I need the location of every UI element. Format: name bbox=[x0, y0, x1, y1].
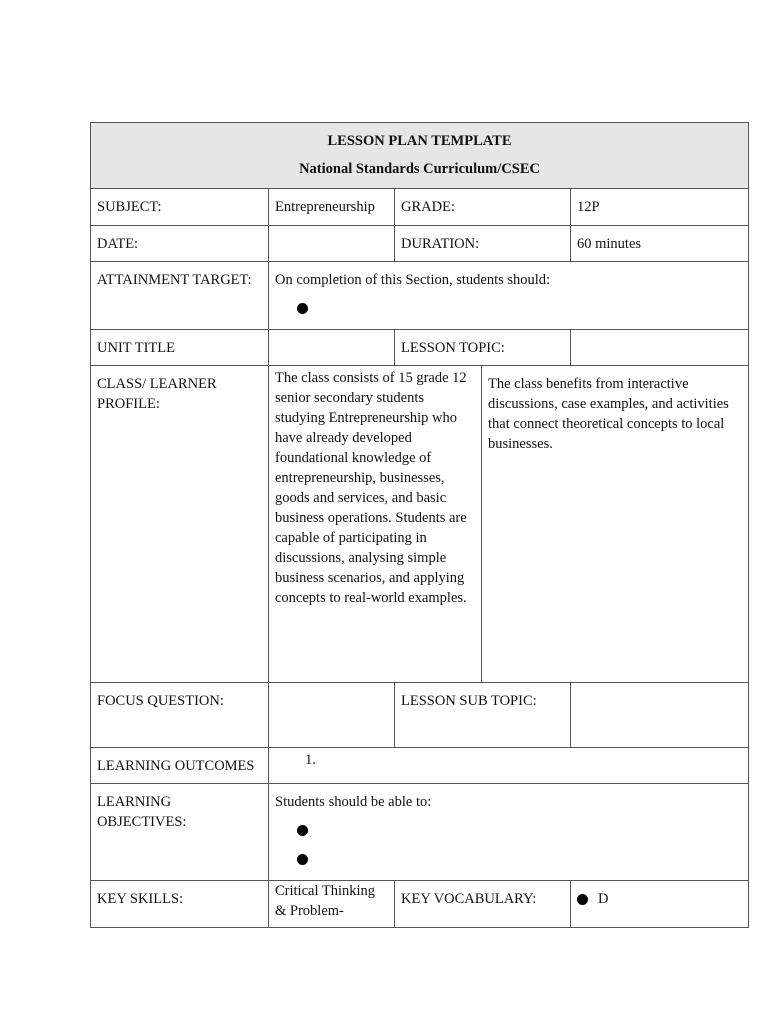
key-skills-value[interactable]: Critical Thinking & Problem- bbox=[269, 881, 395, 928]
unit-title-label: UNIT TITLE bbox=[91, 330, 269, 366]
subject-value[interactable]: Entrepreneurship bbox=[269, 189, 395, 226]
lesson-subtopic-label: LESSON SUB TOPIC: bbox=[395, 683, 571, 748]
document-title: LESSON PLAN TEMPLATE bbox=[327, 133, 512, 149]
bullet-icon bbox=[297, 303, 308, 314]
learning-outcomes-label: LEARNING OUTCOMES bbox=[91, 748, 269, 784]
grade-label: GRADE: bbox=[395, 189, 571, 226]
date-label: DATE: bbox=[91, 226, 269, 262]
grade-value[interactable]: 12P bbox=[571, 189, 749, 226]
subject-label: SUBJECT: bbox=[91, 189, 269, 226]
bullet-icon bbox=[297, 854, 308, 865]
focus-question-label: FOCUS QUESTION: bbox=[91, 683, 269, 748]
objectives-bullets bbox=[275, 816, 742, 874]
attainment-text: On completion of this Section, students should: bbox=[275, 272, 551, 288]
bullet-item bbox=[297, 845, 742, 874]
document-subtitle: National Standards Curriculum/CSEC bbox=[299, 161, 540, 177]
bullet-icon bbox=[577, 894, 588, 905]
duration-value[interactable]: 60 minutes bbox=[571, 226, 749, 262]
focus-question-value[interactable] bbox=[269, 683, 395, 748]
key-skills-label: KEY SKILLS: bbox=[91, 881, 269, 928]
lesson-subtopic-value[interactable] bbox=[571, 683, 749, 748]
attainment-label: ATTAINMENT TARGET: bbox=[91, 262, 269, 330]
objectives-text: Students should be able to: bbox=[275, 794, 432, 810]
lesson-plan-table bbox=[90, 122, 749, 928]
lesson-topic-value[interactable] bbox=[571, 330, 749, 366]
unit-title-value[interactable] bbox=[269, 330, 395, 366]
bullet-item bbox=[297, 294, 742, 323]
key-vocabulary-label: KEY VOCABULARY: bbox=[395, 881, 571, 928]
learning-outcomes-cell[interactable] bbox=[269, 748, 749, 784]
bullet-item bbox=[297, 816, 742, 845]
date-value[interactable] bbox=[269, 226, 395, 262]
learner-profile-label: CLASS/ LEARNER PROFILE: bbox=[91, 366, 269, 683]
learning-objectives-cell[interactable] bbox=[269, 784, 749, 881]
attainment-cell[interactable] bbox=[269, 262, 749, 330]
learner-profile-text-1[interactable]: The class consists of 15 grade 12 senior secondary students studying Entrepreneurship who have already developed foundational knowledge of entrepreneurship, businesses, goods and services, and basic business operations. Students are capable of participating in discussions, analysing simple business scenarios, and applying concepts to real-world examples. bbox=[269, 366, 482, 682]
key-vocabulary-cell[interactable] bbox=[571, 881, 749, 928]
bullet-icon bbox=[297, 825, 308, 836]
learner-profile-text-2[interactable]: The class benefits from interactive discussions, case examples, and activities that connect theoretical concepts to local businesses. bbox=[488, 376, 729, 452]
table-header bbox=[91, 123, 749, 189]
outcome-item-number: 1. bbox=[305, 752, 316, 768]
vocab-item: D bbox=[598, 891, 609, 907]
learner-profile-cell bbox=[269, 366, 749, 683]
attainment-bullets bbox=[275, 294, 742, 323]
lesson-topic-label: LESSON TOPIC: bbox=[395, 330, 571, 366]
duration-label: DURATION: bbox=[395, 226, 571, 262]
learning-objectives-label: LEARNING OBJECTIVES: bbox=[91, 784, 269, 881]
